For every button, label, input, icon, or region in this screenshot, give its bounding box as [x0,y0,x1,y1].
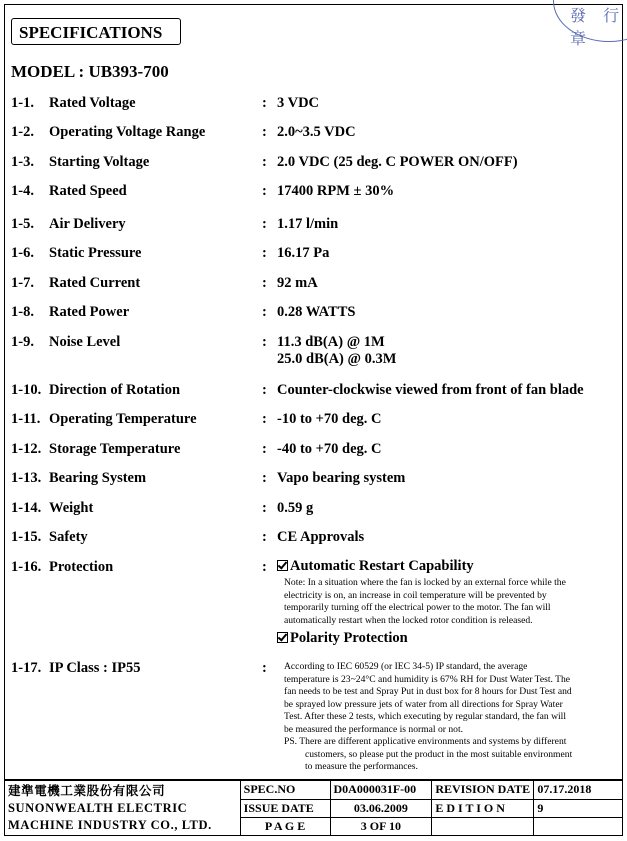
company-name-en-2: MACHINE INDUSTRY CO., LTD. [5,817,241,835]
revision-date-label: REVISION DATE [432,781,534,800]
spec-value: -10 to +70 deg. C [277,411,382,427]
spec-label-text: Rated Power [49,304,130,320]
spec-value: 2.0 VDC (25 deg. C POWER ON/OFF) [277,154,518,170]
spec-number: 1-16. [11,559,42,575]
spec-value: 16.17 Pa [277,245,330,261]
spec-label [11,95,136,112]
empty-cell [432,817,534,835]
spec-label-text: Protection [49,559,114,575]
page-title: SPECIFICATIONS [11,18,181,45]
spec-label-text: Safety [49,529,88,545]
company-name-en-1: SUNONWEALTH ELECTRIC [5,799,241,817]
spec-label-text: Weight [49,500,94,516]
spec-number: 1-6. [11,245,34,261]
spec-number: 1-5. [11,216,34,232]
spec-label-text: Operating Voltage Range [49,124,206,140]
spec-number: 1-11. [11,411,41,427]
issue-date-value: 03.06.2009 [330,799,432,817]
page-label: P A G E [240,817,330,835]
spec-colon: : [262,382,267,398]
spec-value: 0.28 WATTS [277,304,356,320]
spec-colon: : [262,95,267,111]
spec-number: 1-3. [11,154,34,170]
spec-label-text: Bearing System [49,470,147,486]
ip-class-description [284,661,572,774]
spec-value: 11.3 dB(A) @ 1M [277,334,385,350]
footer-table [4,780,623,836]
spec-label-text: Rated Current [49,275,141,291]
spec-label-text: Direction of Rotation [49,382,181,398]
spec-colon: : [262,245,267,261]
checkbox-checked-icon [277,632,288,643]
spec-colon: : [262,216,267,232]
spec-value: 0.59 g [277,500,314,516]
spec-number: 1-7. [11,275,34,291]
spec-value: CE Approvals [277,529,365,545]
spec-label [11,216,126,233]
spec-colon: : [262,559,267,575]
spec-label-text: Operating Temperature [49,411,197,427]
spec-label [11,660,140,677]
ip-line: fan needs to be test and Spray Put in dust box for 8 hours for Dust Test and [284,686,572,697]
spec-label [11,529,88,546]
spec-label-text: Noise Level [49,334,121,350]
company-name-cn: 建準電機工業股份有限公司 [5,781,241,800]
spec-number: 1-13. [11,470,42,486]
auto-restart-item [277,558,474,575]
spec-label [11,411,197,428]
ip-line: temperature is 23~24°C and humidity is 67% RH for Dust Water Test. The [284,673,571,685]
polarity-label: Polarity Protection [290,630,408,646]
spec-label [11,441,180,458]
spec-label [11,500,93,517]
spec-number: 1-12. [11,441,42,457]
spec-number: 1-2. [11,124,34,140]
spec-label [11,183,127,200]
issue-stamp-text: 發 行 章 [570,6,626,48]
spec-number: 1-4. [11,183,34,199]
spec-label [11,304,129,321]
spec-label [11,124,205,141]
spec-number: 1-17. [11,660,42,676]
spec-number: 1-10. [11,382,42,398]
checkbox-checked-icon [277,560,288,571]
spec-number: 1-9. [11,334,34,350]
spec-number: 1-1. [11,95,34,111]
spec-value: Vapo bearing system [277,470,406,486]
spec-label-text: Storage Temperature [49,441,181,457]
spec-label-text: Starting Voltage [49,154,150,170]
edition-label: E D I T I O N [432,799,534,817]
spec-label [11,470,146,487]
note-line: electricity is on, an increase in coil temperature will be prevented by [284,589,547,601]
spec-value: 17400 RPM ± 30% [277,183,395,199]
spec-label [11,245,142,262]
empty-cell [534,817,623,835]
spec-colon: : [262,660,267,676]
spec-number: 1-15. [11,529,42,545]
spec-value: -40 to +70 deg. C [277,441,382,457]
note-line: automatically restart when the locked rotor condition is released. [284,614,533,626]
ip-line: customers, so please put the product in the most suitable environment [305,748,573,760]
spec-label-text: IP Class : IP55 [49,660,141,676]
note-line: Note: In a situation where the fan is locked by an external force while the [284,577,566,588]
spec-label [11,334,120,351]
spec-label-text: Static Pressure [49,245,142,261]
spec-colon: : [262,411,267,427]
spec-label-text: Rated Speed [49,183,127,199]
spec-label-text: Rated Voltage [49,95,136,111]
spec-value: 1.17 l/min [277,216,339,232]
spec-colon: : [262,124,267,140]
issue-date-label: ISSUE DATE [240,799,330,817]
spec-label [11,559,113,576]
protection-note [284,577,566,627]
spec-colon: : [262,470,267,486]
edition-value: 9 [534,799,623,817]
spec-colon: : [262,154,267,170]
ip-line: PS. There are different applicative environments and systems by different [284,736,567,747]
ip-line: According to IEC 60529 (or IEC 34-5) IP standard, the average [284,661,528,672]
model-number: MODEL : UB393-700 [11,62,169,81]
spec-colon: : [262,183,267,199]
page-value: 3 OF 10 [330,817,432,835]
note-line: temporarily turning off the electrical power to the motor. The fan will [284,602,551,613]
spec-label [11,275,140,292]
auto-restart-label: Automatic Restart Capability [290,558,474,574]
spec-value: 92 mA [277,275,318,291]
revision-date-value: 07.17.2018 [534,781,623,800]
spec-colon: : [262,441,267,457]
spec-value-secondary: 25.0 dB(A) @ 0.3M [277,351,397,367]
spec-value: 2.0~3.5 VDC [277,124,356,140]
ip-line: be sprayed low pressure jets of water from all directions for Spray Water [284,698,563,710]
spec-colon: : [262,304,267,320]
spec-number: 1-14. [11,500,42,516]
spec-colon: : [262,334,267,350]
spec-colon: : [262,500,267,516]
spec-value: Counter-clockwise viewed from front of fan blade [277,382,584,398]
spec-no-label: SPEC.NO [240,781,330,800]
spec-no-value: D0A000031F-00 [330,781,432,800]
spec-colon: : [262,275,267,291]
ip-line: be measured the performance is normal or not. [284,723,464,735]
ip-line: to measure the performances. [305,761,418,772]
spec-number: 1-8. [11,304,34,320]
spec-label [11,154,149,171]
spec-label [11,382,180,399]
spec-label-text: Air Delivery [49,216,126,232]
polarity-item [277,630,408,647]
spec-colon: : [262,529,267,545]
ip-line: Test. After these 2 tests, which executing by regular standard, the fan will [284,711,566,722]
spec-value: 3 VDC [277,95,320,111]
